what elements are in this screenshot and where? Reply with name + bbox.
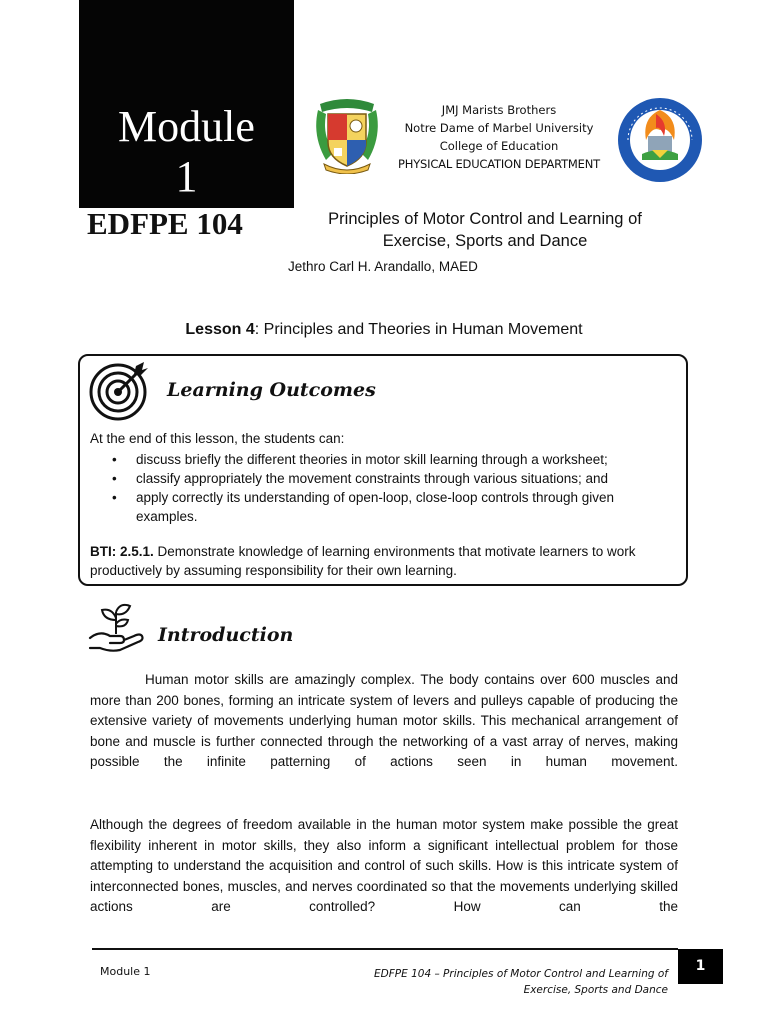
target-icon — [88, 360, 150, 422]
institution-line-1: JMJ Marists Brothers — [441, 103, 557, 117]
footer-course-line-1: EDFPE 104 – Principles of Motor Control and Learning of — [374, 968, 668, 980]
bti-label: BTI: 2.5.1. — [90, 544, 154, 559]
page-number: 1 — [678, 949, 723, 984]
bti-text: Demonstrate knowledge of learning environments that motivate learners to work productively by assuming responsibility for their own learning. — [90, 544, 636, 578]
course-title-line-1: Principles of Motor Control and Learning of — [328, 210, 642, 228]
university-crest-icon — [314, 96, 380, 174]
introduction-paragraph-2: Although the degrees of freedom available in the human motor system make possible the great flexibility inherent in motor skills, they also inform a significant intellectual problem for those attempting to understand the acquisition and control of such skills. How is this intricate system of interconnected bones, muscles, and nerves coordinated so that the movements underlying skilled actions are controlled? How can the — [90, 817, 678, 914]
plant-in-hand-icon — [86, 598, 150, 654]
course-title-line-2: Exercise, Sports and Dance — [382, 232, 588, 250]
footer-course-line-2: Exercise, Sports and Dance — [523, 984, 668, 996]
footer-course-title — [370, 966, 668, 998]
course-code: EDFPE 104 — [87, 206, 243, 241]
institution-line-2: Notre Dame of Marbel University — [404, 121, 594, 135]
department-name: PHYSICAL EDUCATION DEPARTMENT — [398, 157, 600, 171]
bti-statement — [90, 542, 680, 580]
list-item: • discuss briefly the different theories in motor skill learning through a worksheet; — [108, 450, 678, 469]
module-label: Module — [118, 102, 255, 151]
author-name: Jethro Carl H. Arandallo, MAED — [288, 259, 478, 274]
institution-line-3: College of Education — [439, 139, 559, 153]
list-item: • apply correctly its understanding of open-loop, close-loop controls through given examples. — [108, 488, 678, 526]
course-title — [300, 208, 670, 252]
lesson-title: : Principles and Theories in Human Movement — [254, 321, 583, 338]
introduction-paragraph-1: Human motor skills are amazingly complex. The body contains over 600 muscles and more than 200 bones, forming an intricate system of levers and pulleys capable of producing the extensive variety of movements underlying human motor skills. This mechanical arrangement of bone and muscle is further connected through the networking of a vast array of nerves, making possible the infinite patterning of actions seen in human movement. — [90, 672, 678, 769]
introduction-heading: Introduction — [158, 624, 294, 646]
lesson-heading — [0, 321, 768, 339]
learning-outcomes-heading: Learning Outcomes — [167, 379, 376, 401]
college-of-education-seal-icon — [616, 96, 704, 184]
list-item: • classify appropriately the movement constraints through various situations; and — [108, 469, 678, 488]
institution-header — [390, 101, 608, 173]
lesson-label: Lesson 4 — [185, 321, 255, 338]
learning-outcomes-intro: At the end of this lesson, the students can: — [90, 431, 345, 446]
module-number: 1 — [175, 152, 198, 201]
footer-divider — [92, 948, 678, 950]
learning-outcomes-list — [108, 450, 678, 526]
module-banner — [79, 0, 294, 208]
footer-module-label: Module 1 — [100, 965, 151, 978]
